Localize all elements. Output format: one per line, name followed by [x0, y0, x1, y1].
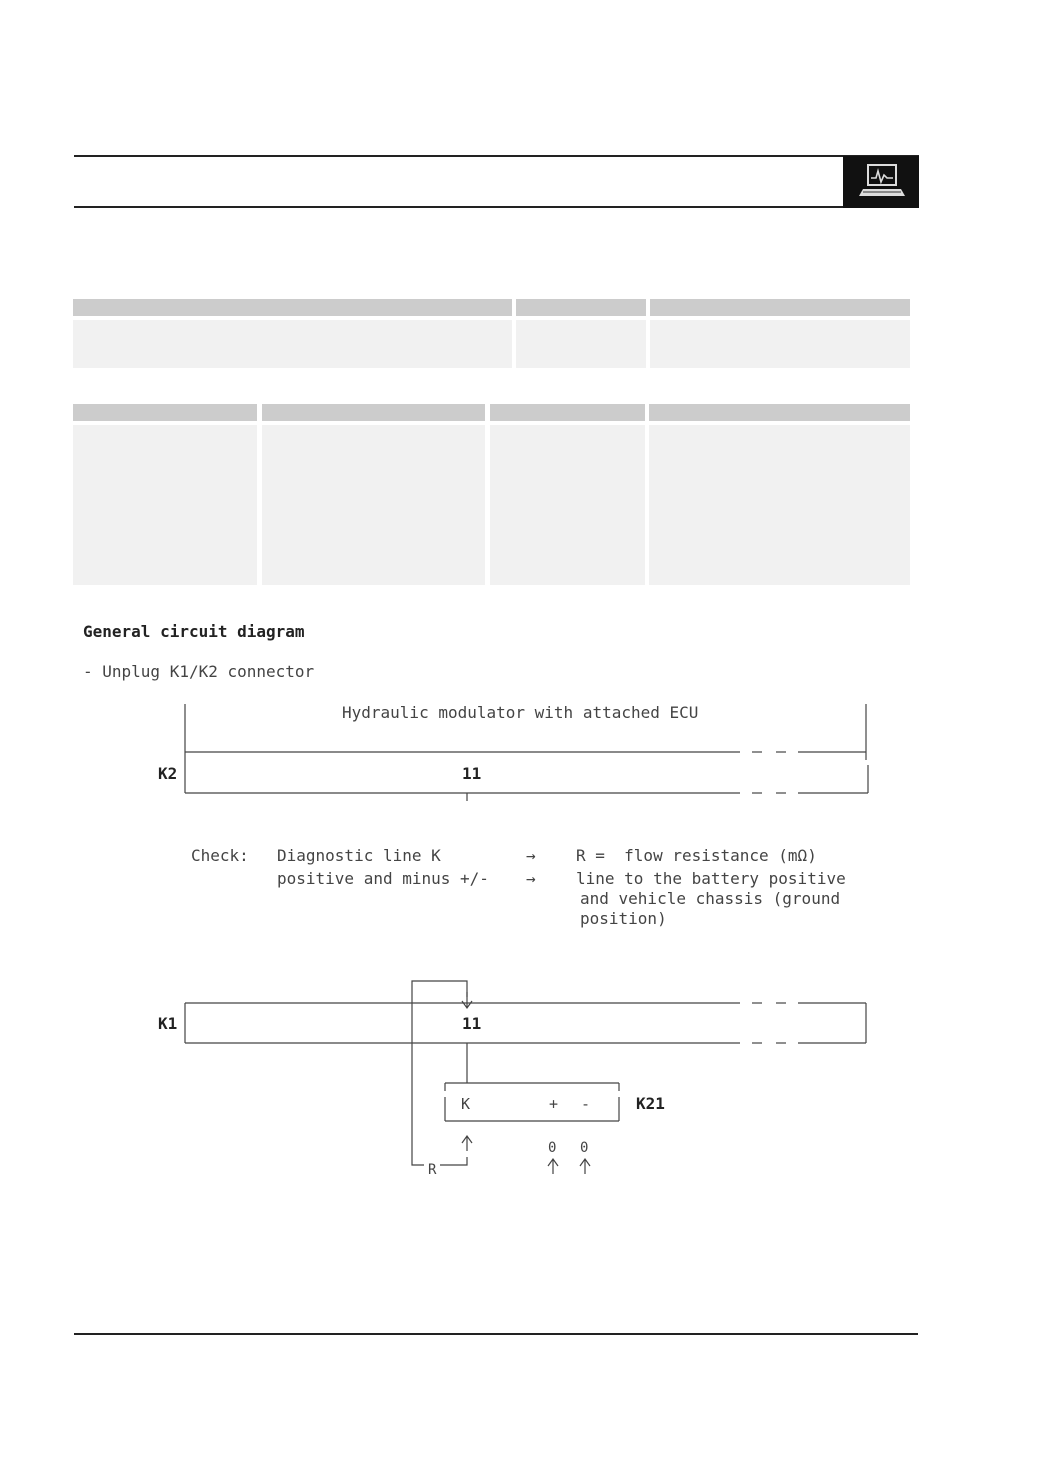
module-label: Hydraulic modulator with attached ECU	[342, 703, 699, 722]
k21-minus-terminal: -	[581, 1095, 591, 1113]
check-line3-right: and vehicle chassis (ground	[580, 889, 841, 908]
down-arrow-icon	[462, 992, 472, 1008]
k2-label: K2	[158, 764, 178, 783]
zero-plus: 0	[548, 1140, 557, 1156]
up-arrow-icon	[462, 1136, 472, 1151]
footer-rule	[74, 1333, 918, 1335]
check-line1-left: Diagnostic line K	[277, 846, 441, 865]
check-label: Check:	[191, 846, 249, 865]
k1-pin-number: 11	[462, 1014, 482, 1033]
up-arrow-minus-icon	[580, 1159, 590, 1174]
k21-plus-terminal: +	[549, 1095, 559, 1113]
r-label: R	[428, 1162, 437, 1178]
k21-k-terminal: K	[461, 1095, 471, 1113]
check-line1-arrow: →	[526, 846, 536, 865]
check-line2-right: line to the battery positive	[576, 869, 846, 888]
k2-pin-number: 11	[462, 764, 482, 783]
zero-minus: 0	[580, 1140, 589, 1156]
measure-loop	[412, 981, 467, 1165]
section-title: General circuit diagram	[83, 622, 305, 641]
check-line2-left: positive and minus +/-	[277, 869, 489, 888]
k1-label: K1	[158, 1014, 178, 1033]
check-line2-arrow: →	[526, 869, 536, 888]
check-line1-right: R = flow resistance (mΩ)	[576, 846, 817, 865]
k21-label: K21	[636, 1094, 665, 1113]
check-line4-right: position)	[580, 909, 667, 928]
unplug-instruction: - Unplug K1/K2 connector	[83, 662, 315, 681]
up-arrow-plus-icon	[548, 1159, 558, 1174]
